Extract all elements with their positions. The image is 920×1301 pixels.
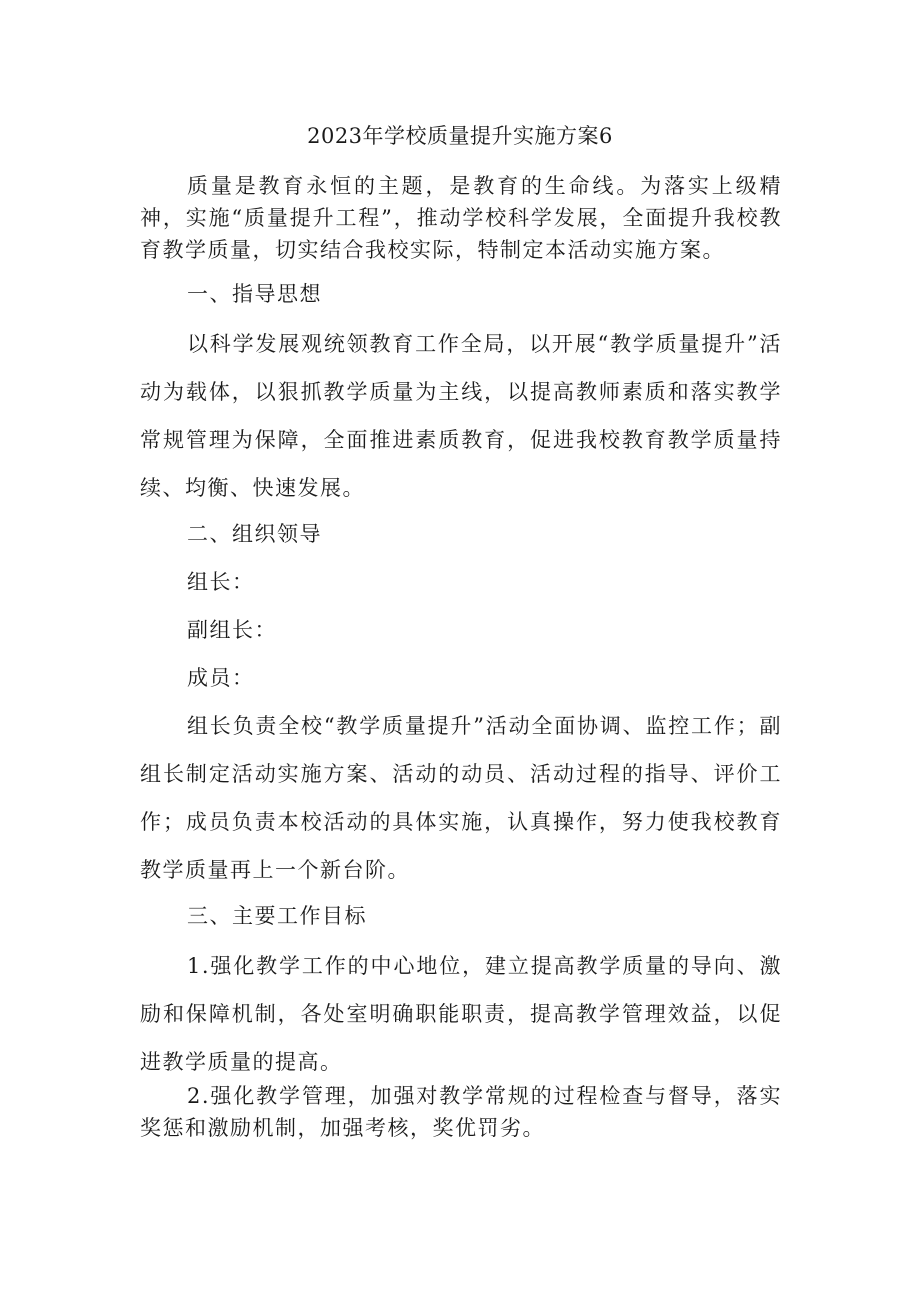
intro-paragraph: 质量是教育永恒的主题，是教育的生命线。为落实上级精神，实施“质量提升工程”，推动学校科学发展，全面提升我校教育教学质量，切实结合我校实际，特制定本活动实施方案。 bbox=[140, 174, 782, 262]
section-heading-organization: 二、组织领导 bbox=[187, 522, 322, 546]
deputy-leader-line: 副组长： bbox=[187, 618, 277, 642]
guiding-ideology-paragraph: 以科学发展观统领教育工作全局，以开展“教学质量提升”活动为载体，以狠抓教学质量为主线，以提高教师素质和落实教学常规管理为保障，全面推进素质教育，促进我校教育教学质量持续、均衡、快速发展。 bbox=[140, 332, 782, 500]
document-title: 2023年学校质量提升实施方案6 bbox=[307, 124, 613, 148]
goal-item-1: 1.强化教学工作的中心地位，建立提高教学质量的导向、激励和保障机制，各处室明确职能职责，提高教学管理效益，以促进教学质量的提高。 bbox=[140, 954, 782, 1074]
members-line: 成员： bbox=[187, 666, 255, 690]
goal-item-2: 2.强化教学管理，加强对教学常规的过程检查与督导，落实奖惩和激励机制，加强考核，奖优罚劣。 bbox=[140, 1084, 782, 1140]
responsibilities-paragraph: 组长负责全校“教学质量提升”活动全面协调、监控工作；副组长制定活动实施方案、活动的动员、活动过程的指导、评价工作；成员负责本校活动的具体实施，认真操作，努力使我校教育教学质量再上一个新台阶。 bbox=[140, 714, 782, 882]
section-heading-guiding-ideology: 一、指导思想 bbox=[187, 282, 322, 306]
section-heading-goals: 三、主要工作目标 bbox=[187, 904, 367, 928]
leader-line: 组长： bbox=[187, 570, 255, 594]
